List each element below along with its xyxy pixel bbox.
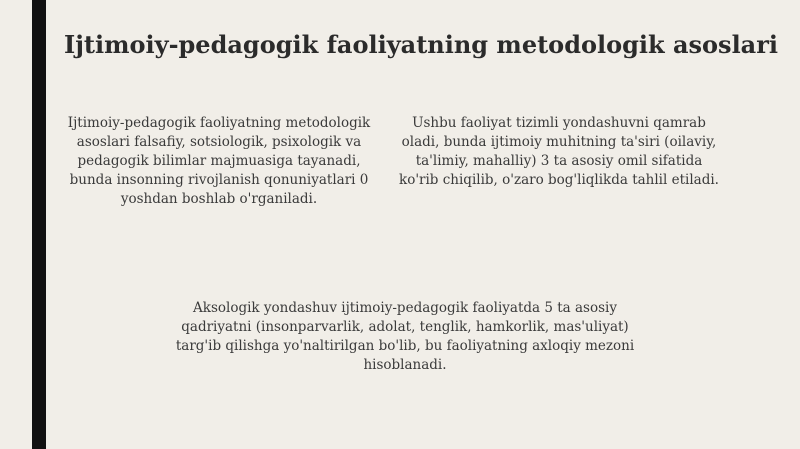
accent-bar xyxy=(32,0,46,449)
paragraph-methodological-foundations: Ijtimoiy-pedagogik faoliyatning metodologik asoslari falsafiy, sotsiologik, psixologik va pedagogik bilimlar majmuasiga tayanadi, bunda insonning rivojlanish qonuniyatlari 0 yoshdan boshlab o'rganiladi. xyxy=(67,115,371,207)
slide-title: Ijtimoiy-pedagogik faoliyatning metodologik asoslari xyxy=(63,30,778,59)
paragraph-systemic-approach: Ushbu faoliyat tizimli yondashuvni qamrab oladi, bunda ijtimoiy muhitning ta'siri (oilaviy, ta'limiy, mahalliy) 3 ta asosiy omil sifatida ko'rib chiqilib, o'zaro bog'liqlikda tahlil etiladi. xyxy=(399,115,719,188)
paragraph-axiological-approach: Aksologik yondashuv ijtimoiy-pedagogik faoliyatda 5 ta asosiy qadriyatni (insonparvarlik, adolat, tenglik, hamkorlik, mas'uliyat) targ'ib qilishga yo'naltirilgan bo'lib, bu faoliyatning axloqiy mezoni hisoblanadi. xyxy=(175,300,635,373)
